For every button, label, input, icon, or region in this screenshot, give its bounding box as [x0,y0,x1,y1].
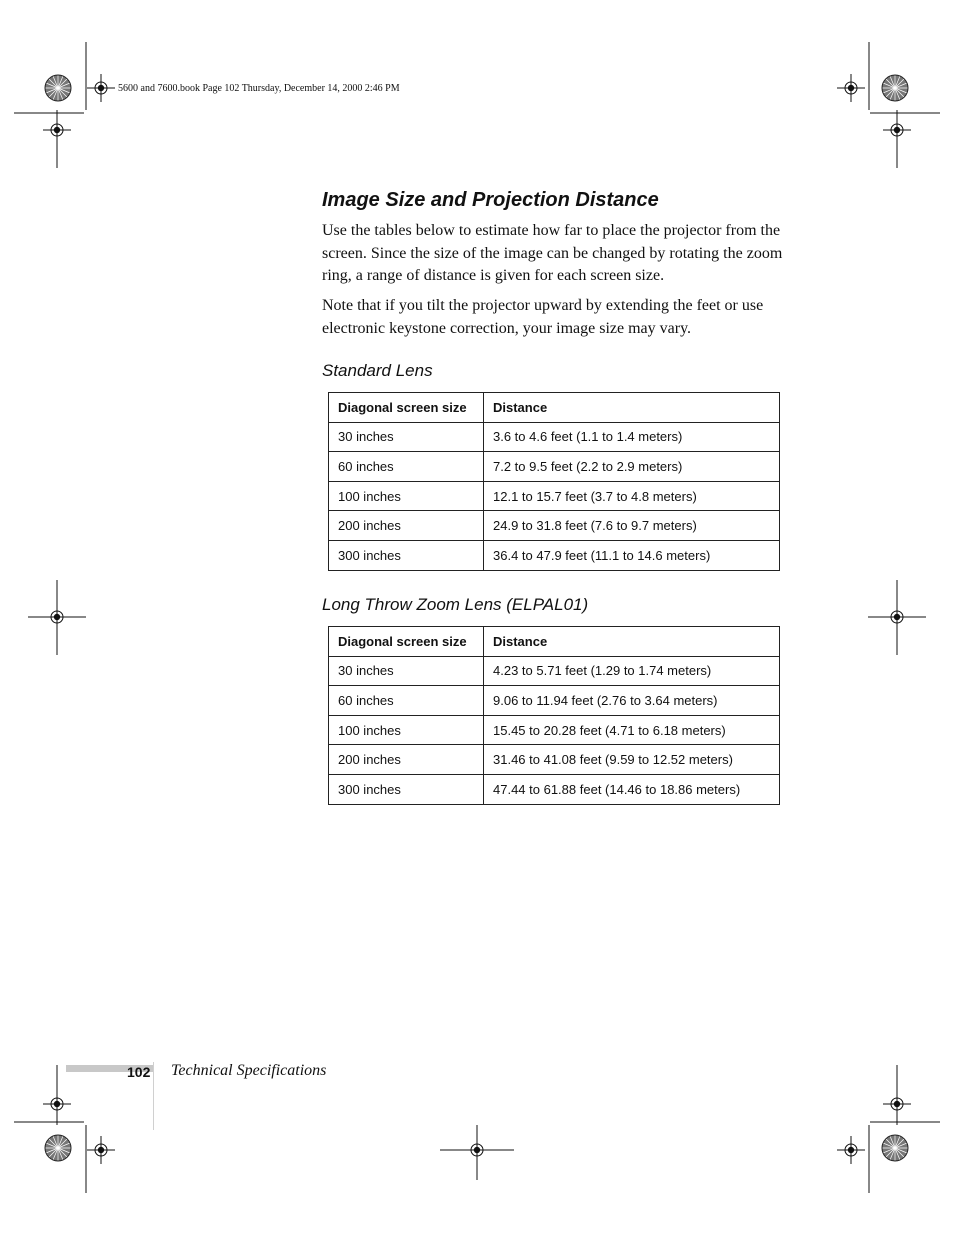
footer-divider [153,1062,154,1130]
column-header-distance: Distance [484,627,780,657]
footer-chapter-title: Technical Specifications [171,1062,327,1079]
table-row [329,422,780,452]
column-header-screen-size: Diagonal screen size [329,393,484,423]
distance-cell: 12.1 to 15.7 feet (3.7 to 4.8 meters) [484,481,780,511]
standard-lens-heading: Standard Lens [322,361,433,380]
starburst-target-icon [45,1135,71,1161]
table-row [329,481,780,511]
long-throw-lens-heading: Long Throw Zoom Lens (ELPAL01) [322,595,589,614]
screen-size-cell: 300 inches [329,540,484,570]
standard-lens-table [328,392,780,571]
table-header-row [329,393,780,423]
note-paragraph: Note that if you tilt the projector upward by extending the feet or use electronic keystone correction, your image size may vary. [322,297,764,337]
screen-size-cell: 100 inches [329,715,484,745]
column-header-screen-size: Diagonal screen size [329,627,484,657]
page-number: 102 [127,1064,151,1080]
long-throw-lens-table [328,626,780,805]
distance-cell: 3.6 to 4.6 feet (1.1 to 1.4 meters) [484,422,780,452]
table-row [329,686,780,716]
intro-paragraph: Use the tables below to estimate how far to place the projector from the screen. Since the size of the image can be changed by rotating the zoom ring, a range of distance is given for each screen size. [322,222,783,284]
table-row [329,715,780,745]
starburst-target-icon [882,1135,908,1161]
distance-cell: 31.46 to 41.08 feet (9.59 to 12.52 meters) [484,745,780,775]
screen-size-cell: 200 inches [329,511,484,541]
table-header-row [329,627,780,657]
book-slug-header: 5600 and 7600.book Page 102 Thursday, December 14, 2000 2:46 PM [118,83,400,94]
section-title: Image Size and Projection Distance [322,189,659,211]
screen-size-cell: 60 inches [329,452,484,482]
distance-cell: 7.2 to 9.5 feet (2.2 to 2.9 meters) [484,452,780,482]
table-row [329,540,780,570]
table-row [329,511,780,541]
screen-size-cell: 30 inches [329,656,484,686]
screen-size-cell: 60 inches [329,686,484,716]
table-row [329,452,780,482]
screen-size-cell: 200 inches [329,745,484,775]
distance-cell: 15.45 to 20.28 feet (4.71 to 6.18 meters) [484,715,780,745]
screen-size-cell: 100 inches [329,481,484,511]
table-row [329,774,780,804]
distance-cell: 47.44 to 61.88 feet (14.46 to 18.86 meters) [484,774,780,804]
distance-cell: 36.4 to 47.9 feet (11.1 to 14.6 meters) [484,540,780,570]
registration-crosshair-icon [837,1136,865,1164]
registration-crosshair-icon [87,1136,115,1164]
registration-crosshair-icon [87,74,115,102]
distance-cell: 24.9 to 31.8 feet (7.6 to 9.7 meters) [484,511,780,541]
screen-size-cell: 300 inches [329,774,484,804]
starburst-target-icon [45,75,71,101]
registration-crosshair-icon [837,74,865,102]
table-row [329,656,780,686]
column-header-distance: Distance [484,393,780,423]
distance-cell: 4.23 to 5.71 feet (1.29 to 1.74 meters) [484,656,780,686]
table-row [329,745,780,775]
starburst-target-icon [882,75,908,101]
screen-size-cell: 30 inches [329,422,484,452]
distance-cell: 9.06 to 11.94 feet (2.76 to 3.64 meters) [484,686,780,716]
